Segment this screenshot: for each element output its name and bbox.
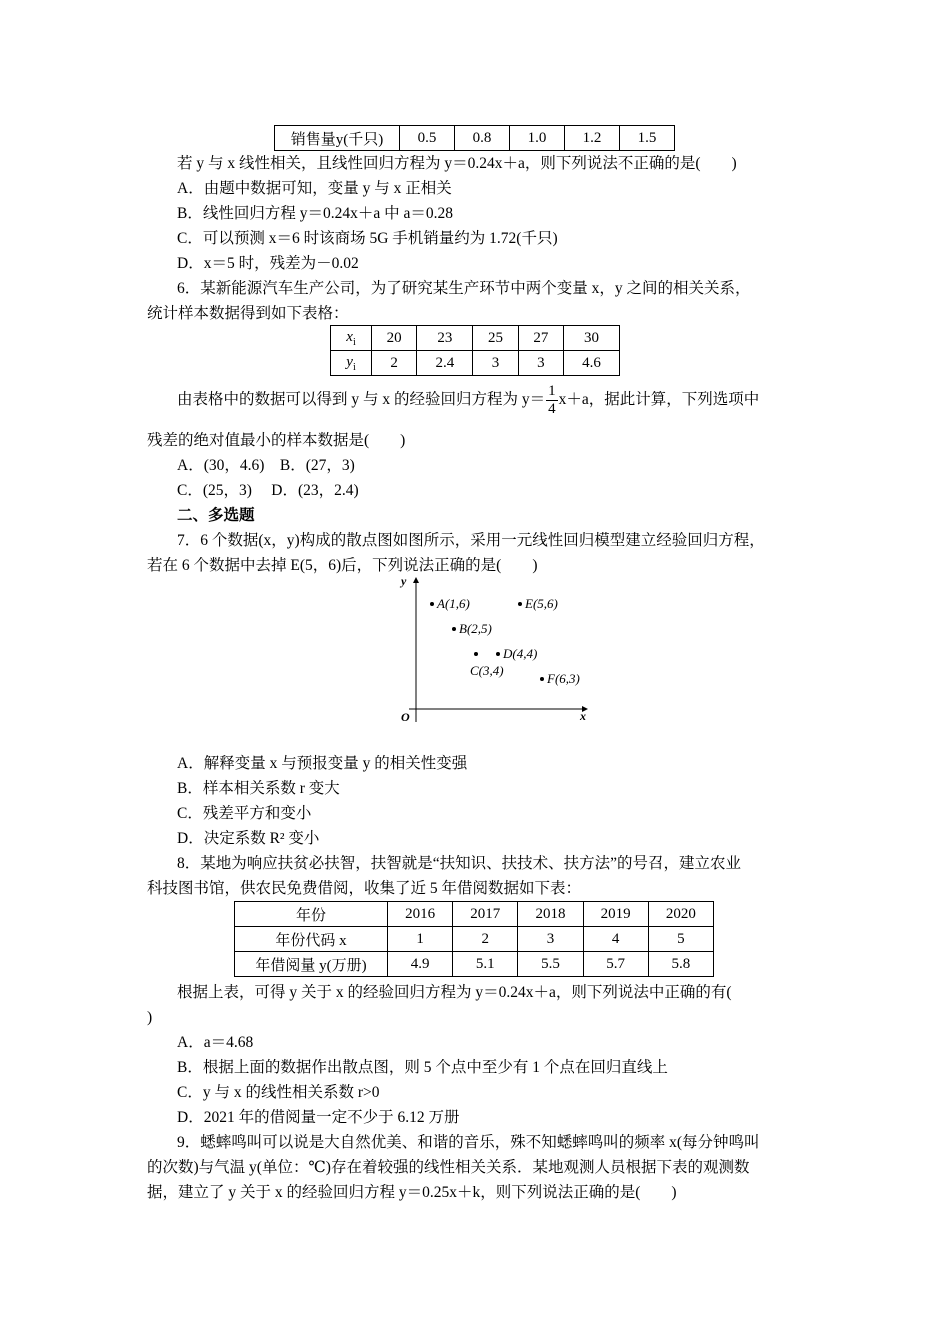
sales-value-cell: 0.5 [400, 126, 455, 151]
q6-stem-line2: 统计样本数据得到如下表格： [147, 305, 349, 322]
header-cell: 年份代码 x [235, 927, 388, 952]
point-label: E(5,6) [525, 596, 558, 611]
y-value-cell: 2 [372, 351, 417, 376]
q9-line3: 据，建立了 y 关于 x 的经验回归方程 y＝0.25x＋k，则下列说法正确的是( ) [147, 1184, 677, 1201]
scatter-plot [395, 572, 595, 727]
scatter-point [518, 602, 522, 606]
q9-line2: 的次数)与气温 y(单位：℃)存在着较强的线性相关关系．某地观测人员根据下表的观测数 [147, 1159, 750, 1176]
origin-label: O [401, 710, 410, 724]
volume-cell: 5.7 [583, 952, 648, 977]
scatter-point [452, 627, 456, 631]
q5-option-a: A．由题中数据可知，变量 y 与 x 正相关 [177, 180, 452, 197]
q5-stem: 若 y 与 x 线性相关，且线性回归方程为 y＝0.24x＋a，则下列说法不正确的是( ) [177, 155, 737, 172]
q6-stem-line4: 残差的绝对值最小的样本数据是( ) [147, 432, 406, 449]
code-cell: 5 [648, 927, 713, 952]
q8-stem-line2: 科技图书馆，供农民免费借阅，收集了近 5 年借阅数据如下表： [147, 880, 582, 897]
q7-option-d: D．决定系数 R² 变小 [177, 830, 320, 847]
q7-option-c: C．残差平方和变小 [177, 805, 312, 822]
y-value-cell: 3 [518, 351, 563, 376]
sales-label-cell: 销售量y(千只) [275, 126, 400, 151]
q8-stem-line4: ) [147, 1009, 153, 1026]
q7-option-b: B．样本相关系数 r 变大 [177, 780, 340, 797]
year-cell: 2017 [453, 902, 518, 927]
year-cell: 2018 [518, 902, 583, 927]
y-label-cell: $y_i$ [331, 351, 372, 376]
q7-option-a: A．解释变量 x 与预报变量 y 的相关性变强 [177, 755, 468, 772]
sales-value-cell: 1.2 [565, 126, 620, 151]
q6-data-table [330, 325, 620, 376]
q6-stem-line3 [177, 380, 759, 420]
scatter-point [496, 652, 500, 656]
point-label: D(4,4) [503, 646, 538, 661]
point-label: A(1,6) [437, 596, 470, 611]
volume-cell: 5.5 [518, 952, 583, 977]
q6-options-line2: C．(25，3) D．(23，2.4) [177, 482, 359, 499]
q6-options-line1: A．(30，4.6) B．(27，3) [177, 457, 355, 474]
scatter-point [540, 677, 544, 681]
y-value-cell: 3 [473, 351, 518, 376]
code-cell: 2 [453, 927, 518, 952]
code-cell: 3 [518, 927, 583, 952]
q8-option-c: C．y 与 x 的线性相关系数 r>0 [177, 1084, 380, 1101]
volume-cell: 5.1 [453, 952, 518, 977]
q7-stem-line1: 7．6 个数据(x，y)构成的散点图如图所示，采用一元线性回归模型建立经验回归方程， [177, 532, 765, 549]
x-label-cell: $x_i$ [331, 326, 372, 351]
year-cell: 2016 [388, 902, 453, 927]
q5-option-d: D．x＝5 时，残差为－0.02 [177, 255, 359, 272]
y-value-cell: 4.6 [564, 351, 620, 376]
header-cell: 年借阅量 y(万册) [235, 952, 388, 977]
q8-data-table [234, 901, 714, 977]
x-value-cell: 23 [417, 326, 473, 351]
q5-option-c: C．可以预测 x＝6 时该商场 5G 手机销量约为 1.72(千只) [177, 230, 558, 247]
q5-option-b: B．线性回归方程 y＝0.24x＋a 中 a＝0.28 [177, 205, 453, 222]
q5-sales-table [274, 125, 675, 151]
q6-text-before-fraction: 由表格中的数据可以得到 y 与 x 的经验回归方程为 y＝ [177, 391, 546, 408]
scatter-point [430, 602, 434, 606]
x-value-cell: 25 [473, 326, 518, 351]
section-title: 二、多选题 [177, 507, 255, 524]
fraction: $\frac{1}{4}$ [548, 382, 556, 417]
x-value-cell: 20 [372, 326, 417, 351]
code-cell: 1 [388, 927, 453, 952]
q6-stem-line1: 6．某新能源汽车生产公司，为了研究某生产环节中两个变量 x，y 之间的相关关系， [177, 280, 751, 297]
year-cell: 2020 [648, 902, 713, 927]
header-cell: 年份 [235, 902, 388, 927]
q8-option-a: A．a＝4.68 [177, 1034, 254, 1051]
q8-option-d: D．2021 年的借阅量一定不少于 6.12 万册 [177, 1109, 460, 1126]
q8-stem-line3: 根据上表，可得 y 关于 x 的经验回归方程为 y＝0.24x＋a，则下列说法中正确的有( [177, 984, 732, 1001]
q8-stem-line1: 8．某地为响应扶贫必扶智，扶智就是“扶知识、扶技术、扶方法”的号召，建立农业 [177, 855, 742, 872]
volume-cell: 4.9 [388, 952, 453, 977]
point-label: C(3,4) [470, 663, 504, 678]
x-value-cell: 27 [518, 326, 563, 351]
year-cell: 2019 [583, 902, 648, 927]
scatter-point [474, 652, 478, 656]
y-axis-label: y [401, 574, 407, 588]
volume-cell: 5.8 [648, 952, 713, 977]
q9-line1: 9．蟋蟀鸣叫可以说是大自然优美、和谐的音乐，殊不知蟋蟀鸣叫的频率 x(每分钟鸣叫 [177, 1134, 760, 1151]
q8-option-b: B．根据上面的数据作出散点图，则 5 个点中至少有 1 个点在回归直线上 [177, 1059, 668, 1076]
y-value-cell: 2.4 [417, 351, 473, 376]
sales-value-cell: 1.0 [510, 126, 565, 151]
code-cell: 4 [583, 927, 648, 952]
sales-value-cell: 0.8 [455, 126, 510, 151]
sales-value-cell: 1.5 [620, 126, 675, 151]
x-value-cell: 30 [564, 326, 620, 351]
point-label: B(2,5) [459, 621, 492, 636]
q6-text-after-fraction: x＋a，据此计算，下列选项中 [558, 391, 760, 408]
q7-stem-line2: 若在 6 个数据中去掉 E(5，6)后，下列说法正确的是( ) [147, 557, 538, 574]
point-label: F(6,3) [547, 671, 580, 686]
x-axis-label: x [580, 709, 586, 723]
